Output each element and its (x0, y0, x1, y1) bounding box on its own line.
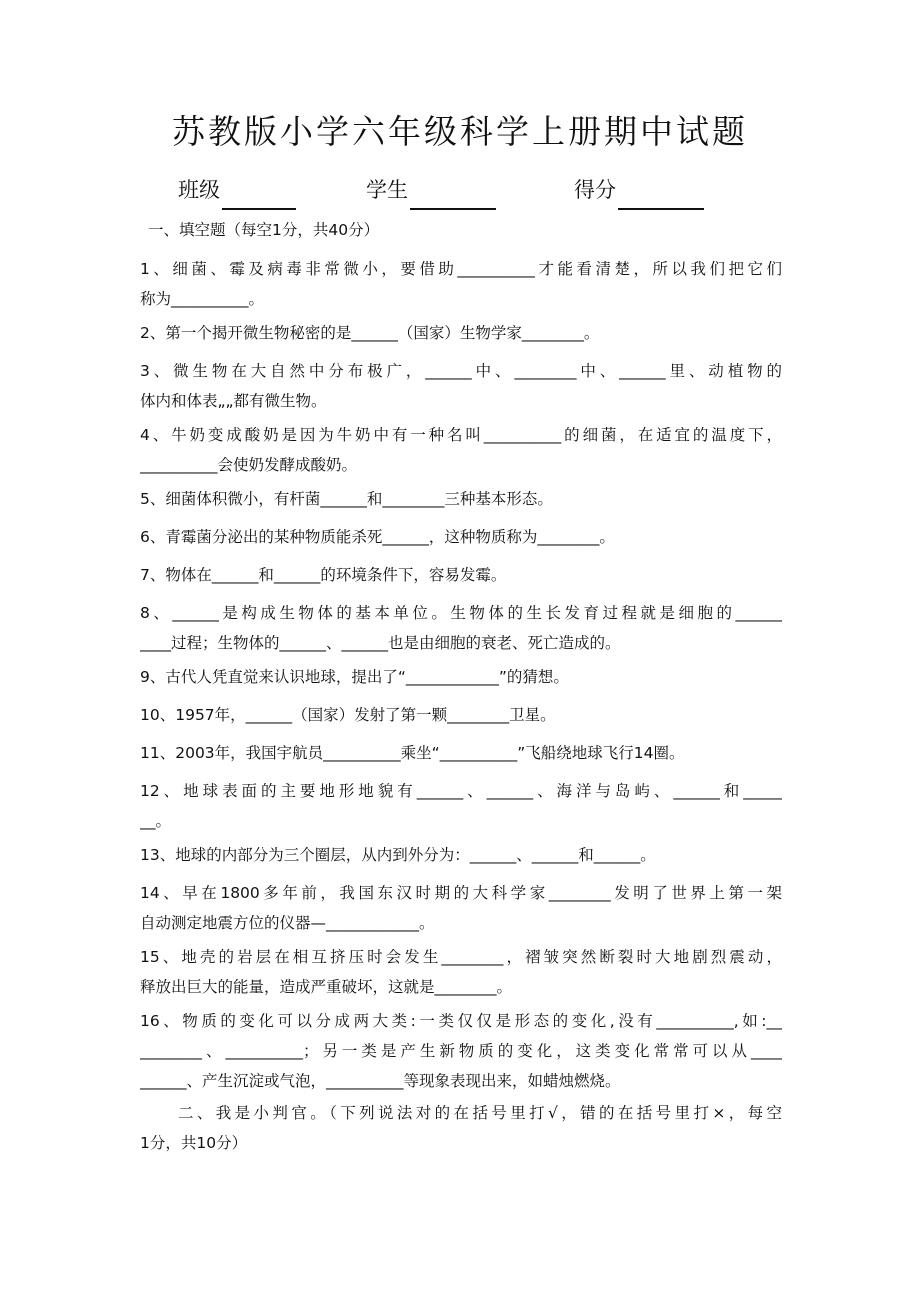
question-12 (140, 776, 782, 836)
section-2-heading-line: 1分，共10分） (140, 1134, 248, 1152)
question-line: ____过程；生物体的______、______也是由细胞的衰老、死亡造成的。 (140, 634, 621, 652)
question-6 (140, 522, 782, 552)
question-8 (140, 598, 782, 658)
question-9 (140, 662, 782, 692)
section-1-heading: 一、填空题（每空1分，共40分） (148, 221, 380, 239)
student-blank[interactable] (410, 180, 496, 210)
question-line: 14、早在1800多年前，我国东汉时期的大科学家________发明了世界上第一架 (140, 884, 782, 902)
score-label: 得分 (574, 178, 616, 202)
student-label: 学生 (366, 178, 408, 202)
class-label: 班级 (178, 178, 220, 202)
question-line: 8、______是构成生物体的基本单位。生物体的生长发育过程就是细胞的______ (140, 604, 782, 622)
question-line: 16、物质的变化可以分成两大类:一类仅仅是形态的变化,没有__________,如:__ (140, 1012, 782, 1030)
question-line: 称为__________。 (140, 290, 265, 308)
question-4 (140, 420, 782, 480)
score-field (574, 170, 704, 210)
question-line: 3、微生物在大自然中分布极广，______中、________中、______里、动植物的 (140, 362, 782, 380)
question-line: 释放出巨大的能量，造成严重破坏，这就是________。 (140, 978, 513, 996)
question-line: 1、细菌、霉及病毒非常微小，要借助__________才能看清楚，所以我们把它们 (140, 260, 782, 278)
section-2-heading (140, 1098, 782, 1158)
question-line: 10、1957年，______（国家）发射了第一颗________卫星。 (140, 706, 556, 724)
question-line: __。 (140, 812, 172, 830)
question-5 (140, 484, 782, 514)
question-line: 5、细菌体积微小，有杆菌______和________三种基本形态。 (140, 490, 553, 508)
question-15 (140, 942, 782, 1002)
score-blank[interactable] (618, 180, 704, 210)
question-line: 13、地球的内部分为三个圈层，从内到外分为：______、______和______。 (140, 846, 656, 864)
question-line: ________、__________；另一类是产生新物质的变化，这类变化常常可以从____ (140, 1042, 782, 1060)
question-14 (140, 878, 782, 938)
question-3 (140, 356, 782, 416)
question-11 (140, 738, 782, 768)
question-line: 15、地壳的岩层在相互挤压时会发生________，褶皱突然断裂时大地剧烈震动， (140, 948, 782, 966)
question-line: 11、2003年，我国宇航员__________乘坐“__________”飞船绕地球飞行14圈。 (140, 744, 685, 762)
question-line: ______、产生沉淀或气泡，__________等现象表现出来，如蜡烛燃烧。 (140, 1072, 621, 1090)
question-line: __________会使奶发酵成酸奶。 (140, 456, 358, 474)
student-field (366, 170, 496, 210)
question-line: 12、地球表面的主要地形地貌有______、______、海洋与岛屿、______和_____ (140, 782, 782, 800)
exam-title: 苏教版小学六年级科学上册期中试题 (172, 112, 748, 151)
question-line: 6、青霉菌分泌出的某种物质能杀死______，这种物质称为________。 (140, 528, 615, 546)
class-blank[interactable] (222, 180, 296, 210)
question-16 (140, 1006, 782, 1096)
question-line: 2、第一个揭开微生物秘密的是______（国家）生物学家________。 (140, 324, 600, 342)
student-info-fields (0, 170, 920, 210)
question-2 (140, 318, 782, 348)
section-2-heading-line: 二、我是小判官。（下列说法对的在括号里打√，错的在括号里打×，每空 (178, 1104, 782, 1122)
question-10 (140, 700, 782, 730)
question-line: 自动测定地震方位的仪器—____________。 (140, 914, 435, 932)
question-7 (140, 560, 782, 590)
class-field (178, 170, 296, 210)
question-line: 体内和体表„„都有微生物。 (140, 392, 327, 410)
question-line: 7、物体在______和______的环境条件下，容易发霉。 (140, 566, 507, 584)
question-1 (140, 254, 782, 314)
question-13 (140, 840, 782, 870)
question-line: 9、古代人凭直觉来认识地球，提出了“____________”的猜想。 (140, 668, 569, 686)
question-line: 4、牛奶变成酸奶是因为牛奶中有一种名叫__________的细菌，在适宜的温度下， (140, 426, 782, 444)
